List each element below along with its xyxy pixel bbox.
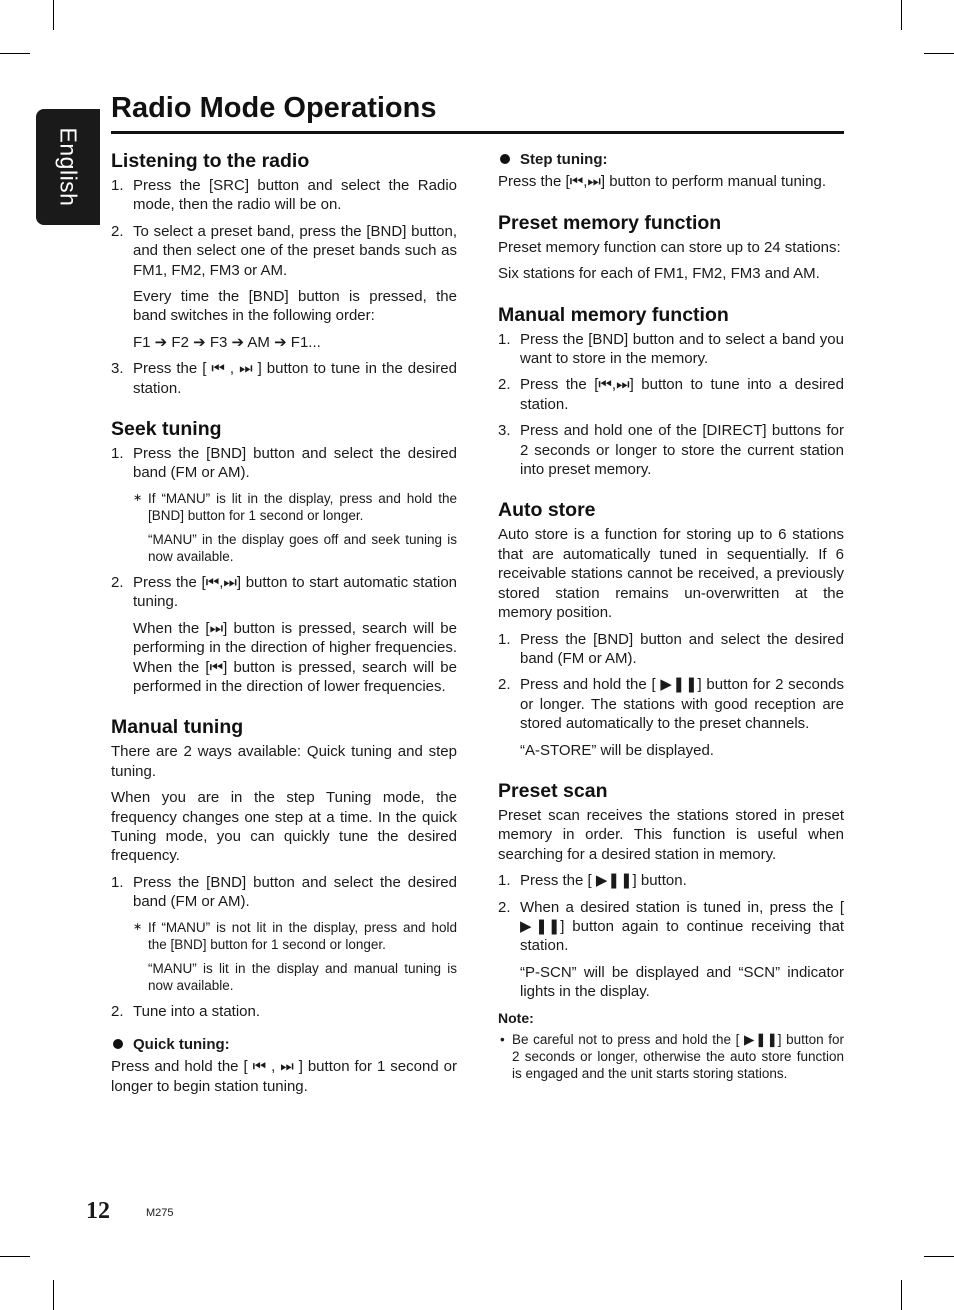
crop-mark: [901, 1280, 902, 1310]
item-text: Press the [⏮,⏭] button to tune into a desired station.: [520, 376, 844, 413]
item-text: Press the [ ▶❚❚] button.: [520, 872, 687, 890]
section-heading: Manual memory function: [498, 303, 729, 326]
list-item: [111, 176, 457, 215]
section-step-tuning: [498, 150, 844, 192]
item-number: 2.: [111, 573, 124, 591]
section-heading: Preset scan: [498, 779, 608, 802]
language-tab-label: English: [55, 127, 82, 207]
item-number: 1.: [498, 330, 511, 348]
crop-mark: [0, 1256, 30, 1257]
item-text: When a desired station is tuned in, press the [ ▶❚❚] button again to continue receiving that station.: [520, 898, 844, 955]
item-number: 1.: [111, 873, 124, 891]
page-number: 12: [86, 1198, 110, 1224]
item-number: 2.: [498, 898, 511, 916]
list-item: [498, 421, 844, 479]
crop-mark: [53, 1280, 54, 1310]
note-text: If “MANU” is lit in the display, press and hold the [BND] button for 1 second or longer.: [148, 490, 457, 524]
item-extra: When the [⏭] button is pressed, search will be performing in the direction of higher frequencies. When the [⏮] button is pressed, search will be performed in the direction of lower frequencies.: [133, 619, 457, 695]
section-manual-memory: [498, 304, 844, 480]
list-item: [111, 873, 457, 995]
note-text: If “MANU” is not lit in the display, press and hold the [BND] button for 1 second or longer.: [148, 919, 457, 953]
section-auto-store: [498, 499, 844, 759]
section-heading: Listening to the radio: [111, 150, 310, 172]
title-divider: [111, 131, 844, 134]
left-column: [111, 150, 457, 1103]
paragraph: Press and hold the [ ⏮ , ⏭ ] button for 1 second or longer to begin station tuning.: [111, 1058, 457, 1095]
section-heading: Seek tuning: [111, 418, 222, 441]
item-text: Tune into a station.: [133, 1002, 261, 1020]
step-tuning-heading: Step tuning:: [498, 150, 844, 169]
sub-note: [133, 919, 457, 995]
crop-mark: [53, 0, 54, 30]
note-text: “MANU” in the display goes off and seek tuning is now available.: [148, 531, 457, 565]
crop-mark: [924, 53, 954, 54]
item-text: Press and hold one of the [DIRECT] buttons for 2 seconds or longer to store the current station into preset memory.: [520, 422, 844, 479]
note-text: “MANU” is lit in the display and manual tuning is now available.: [148, 960, 457, 994]
crop-mark: [0, 53, 30, 54]
crop-mark: [901, 0, 902, 30]
item-extra: “P-SCN” will be displayed and “SCN” indicator lights in the display.: [520, 963, 844, 1001]
section-heading: Auto store: [498, 499, 596, 522]
list-item: [498, 375, 844, 414]
item-text: Press the [BND] button and select the desired band (FM or AM).: [133, 873, 457, 911]
item-number: 2.: [111, 1002, 124, 1020]
paragraph: Preset memory function can store up to 24 stations:: [498, 238, 841, 256]
asterisk-icon: ∗: [133, 920, 143, 933]
section-listening: [111, 150, 457, 398]
list-item: [498, 330, 844, 369]
paragraph: Preset scan receives the stations stored in preset memory in order. This function is useful when searching for a desired station in memory.: [498, 806, 844, 863]
item-text: Press the [⏮,⏭] button to start automatic station tuning.: [133, 573, 457, 611]
item-number: 1.: [111, 445, 124, 463]
sub-note: [133, 490, 457, 566]
item-number: 1.: [498, 630, 511, 648]
item-text: Press the [SRC] button and select the Radio mode, then the radio will be on.: [133, 177, 457, 214]
list-item: [111, 573, 457, 696]
list-item: [111, 444, 457, 566]
item-number: 1.: [111, 177, 124, 194]
paragraph: Press the [⏮,⏭] button to perform manual tuning.: [498, 173, 826, 191]
note-label: Note:: [498, 1009, 534, 1026]
item-text: Press the [BND] button and to select a band you want to store in the memory.: [520, 330, 844, 368]
list-item: [111, 1002, 457, 1021]
note-text: • Be careful not to press and hold the [ ▶❚❚] button for 2 seconds or longer, otherwise the auto store function is engaged and the unit starts storing stations.: [498, 1031, 844, 1082]
item-text: To select a preset band, press the [BND] button, and then select one of the preset bands such as FM1, FM2, FM3 or AM.: [133, 222, 457, 279]
paragraph: Six stations for each of FM1, FM2, FM3 and AM.: [498, 265, 820, 283]
section-seek-tuning: [111, 418, 457, 696]
item-number: 3.: [498, 422, 511, 440]
item-number: 2.: [498, 676, 511, 694]
item-text: Press the [BND] button and select the desired band (FM or AM).: [520, 630, 844, 667]
list-item: [498, 675, 844, 760]
item-text: Press the [BND] button and select the desired band (FM or AM).: [133, 445, 457, 482]
band-order: F1 ➔ F2 ➔ F3 ➔ AM ➔ F1...: [133, 333, 321, 351]
list-item: [111, 222, 457, 352]
section-heading: Manual tuning: [111, 716, 244, 739]
item-number: 3.: [111, 360, 124, 378]
section-preset-scan: [498, 780, 844, 1082]
asterisk-icon: ∗: [133, 491, 143, 504]
list-item: [498, 871, 844, 890]
paragraph: There are 2 ways available: Quick tuning and step tuning.: [111, 743, 457, 780]
item-number: 2.: [111, 222, 124, 240]
list-item: [498, 898, 844, 1002]
language-tab: [36, 109, 100, 225]
section-manual-tuning: [111, 716, 457, 1096]
page-title: Radio Mode Operations: [111, 92, 437, 124]
list-item: [498, 630, 844, 669]
right-column: [498, 150, 844, 1082]
section-preset-memory: [498, 212, 844, 284]
item-extra: “A-STORE” will be displayed.: [520, 741, 714, 759]
item-number: 2.: [498, 376, 511, 394]
model-code: M275: [146, 1207, 174, 1219]
section-heading: Preset memory function: [498, 211, 722, 234]
paragraph: Auto store is a function for storing up to 6 stations that are automatically tuned in sequentially. If 6 receivable stations cannot be received, a previously stored station remains un-overwritten at the memory position.: [498, 526, 844, 622]
item-text: Press the [ ⏮ , ⏭ ] button to tune in the desired station.: [133, 360, 457, 397]
paragraph: When you are in the step Tuning mode, the frequency changes one step at a time. In the quick Tuning mode, you can quickly tune the desired frequency.: [111, 789, 457, 865]
crop-mark: [924, 1256, 954, 1257]
item-number: 1.: [498, 872, 511, 890]
list-item: [111, 359, 457, 398]
quick-tuning-heading: Quick tuning:: [111, 1035, 457, 1054]
item-extra: Every time the [BND] button is pressed, the band switches in the following order:: [133, 288, 457, 325]
item-text: Press and hold the [ ▶❚❚] button for 2 seconds or longer. The stations with good reception are stored automatically to the preset channels.: [520, 676, 844, 733]
